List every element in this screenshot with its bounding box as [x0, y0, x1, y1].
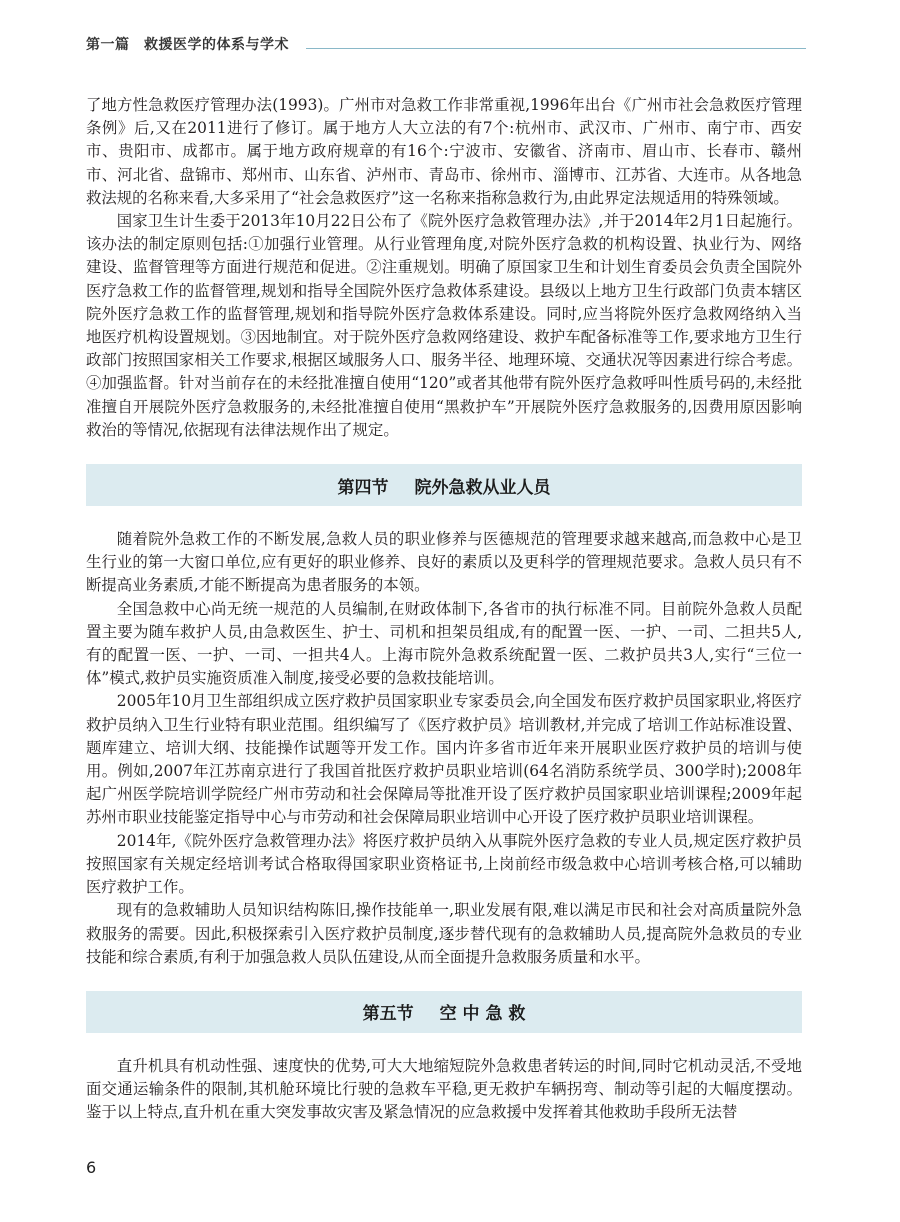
paragraph: 了地方性急救医疗管理办法(1993)。广州市对急救工作非常重视,1996年出台《广州市社会急救医疗管理条例》后,又在2011进行了修订。属于地方人大立法的有7个:杭州市、武汉市、广州市、南宁市、西安市、贵阳市、成都市。属于地方政府规章的有16个:宁波市、安徽省、济南市、眉山市、长春市、赣州市、河北省、盘锦市、郑州市、山东省、泸州市、青岛市、徐州市、淄博市、江苏省、大连市。从各地急救法规的名称来看,大多采用了“社会急救医疗”这一名称来指称急救行为,由此界定法规适用的特殊领域。	[86, 96, 802, 207]
page-header	[86, 34, 806, 64]
section-heading-5	[86, 991, 802, 1033]
page-body	[86, 94, 802, 1125]
section-title: 空 中 急 救	[439, 1004, 526, 1025]
paragraph: 国家卫生计生委于2013年10月22日公布了《院外医疗急救管理办法》,并于2014年2月1日起施行。该办法的制定原则包括:①加强行业管理。从行业管理角度,对院外医疗急救的机构设置、执业行为、网络建设、监督管理等方面进行规范和促进。②注重规划。明确了原国家卫生和计划生育委员会负责全国院外医疗急救工作的监督管理,规划和指导全国院外医疗急救体系建设。县级以上地方卫生行政部门负责本辖区院外医疗急救工作的监督管理,规划和指导院外医疗急救体系建设。同时,应当将院外医疗急救网络纳入当地医疗机构设置规划。③因地制宜。对于院外医疗急救网络建设、救护车配备标准等工作,要求地方卫生行政部门按照国家相关工作要求,根据区域服务人口、服务半径、地理环境、交通状况等因素进行综合考虑。④加强监督。针对当前存在的未经批准擅自使用“120”或者其他带有院外医疗急救呼叫性质号码的,未经批准擅自开展院外医疗急救服务的,未经批准擅自使用“黑救护车”开展院外医疗急救服务的,因费用原因影响救治的等情况,依据现有法律法规作出了规定。	[86, 212, 802, 439]
header-title: 第一篇 救援医学的体系与学术	[86, 37, 289, 53]
page-number: 6	[86, 1158, 97, 1177]
header-rule	[306, 48, 806, 49]
paragraph: 现有的急救辅助人员知识结构陈旧,操作技能单一,职业发展有限,难以满足市民和社会对高质量院外急救服务的需要。因此,积极探索引入医疗救护员制度,逐步替代现有的急救辅助人员,提高院外急救员的专业技能和综合素质,有利于加强急救人员队伍建设,从而全面提升急救服务质量和水平。	[86, 901, 802, 966]
section-number: 第五节	[362, 1004, 414, 1025]
section-title: 院外急救从业人员	[414, 477, 551, 498]
section-heading-4	[86, 464, 802, 506]
paragraph: 全国急救中心尚无统一规范的人员编制,在财政体制下,各省市的执行标准不同。目前院外急救人员配置主要为随车救护人员,由急救医生、护士、司机和担架员组成,有的配置一医、一护、一司、二担共5人,有的配置一医、一护、一司、一担共4人。上海市院外急救系统配置一医、二救护员共3人,实行“三位一体”模式,救护员实施资质准入制度,接受必要的急救技能培训。	[86, 599, 802, 688]
section-number: 第四节	[337, 477, 389, 498]
paragraph: 直升机具有机动性强、速度快的优势,可大大地缩短院外急救患者转运的时间,同时它机动灵活,不受地面交通运输条件的限制,其机舱环境比行驶的急救车平稳,更无救护车辆拐弯、制动等引起的大幅度摆动。鉴于以上特点,直升机在重大突发事故灾害及紧急情况的应急救援中发挥着其他救助手段所无法替	[86, 1056, 802, 1122]
paragraph: 2014年,《院外医疗急救管理办法》将医疗救护员纳入从事院外医疗急救的专业人员,规定医疗救护员按照国家有关规定经培训考试合格取得国家职业资格证书,上岗前经市级急救中心培训考核合格,可以辅助医疗救护工作。	[86, 831, 802, 897]
paragraph: 随着院外急救工作的不断发展,急救人员的职业修养与医德规范的管理要求越来越高,而急救中心是卫生行业的第一大窗口单位,应有更好的职业修养、良好的素质以及更科学的管理规范要求。急救人员只有不断提高业务素质,才能不断提高为患者服务的本领。	[86, 530, 802, 595]
paragraph: 2005年10月卫生部组织成立医疗救护员国家职业专家委员会,向全国发布医疗救护员国家职业,将医疗救护员纳入卫生行业特有职业范围。组织编写了《医疗救护员》培训教材,并完成了培训工作站标准设置、题库建立、培训大纲、技能操作试题等开发工作。国内许多省市近年来开展职业医疗救护员的培训与使用。例如,2007年江苏南京进行了我国首批医疗救护员职业培训(64名消防系统学员、300学时);2008年起广州医学院培训学院经广州市劳动和社会保障局等批准开设了医疗救护员国家职业培训课程;2009年起苏州市职业技能鉴定指导中心与市劳动和社会保障局职业培训中心开设了医疗救护员职业培训课程。	[86, 692, 802, 827]
